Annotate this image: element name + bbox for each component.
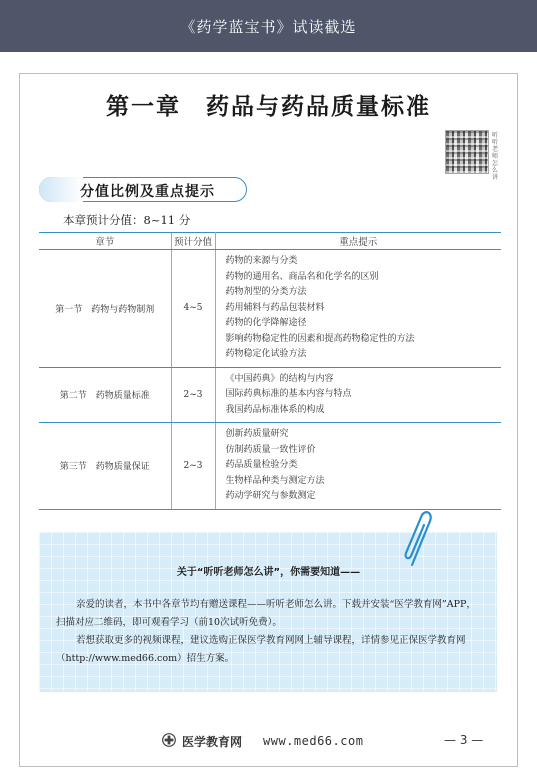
point-item: 仿制药质量一致性评价	[225, 444, 316, 455]
point-item: 药物的化学降解途径	[225, 318, 307, 328]
point-item: 药物稳定化试验方法	[225, 349, 307, 359]
row-section: 第三节 药物质量保证	[39, 423, 171, 510]
row-score: 2~3	[171, 423, 215, 510]
table-row	[39, 423, 501, 510]
row-score: 2~3	[171, 367, 215, 423]
footer-url: www.med66.com	[263, 734, 364, 748]
point-item: 药物的来源与分类	[225, 256, 298, 266]
row-section: 第二节 药物质量标准	[39, 367, 171, 423]
point-item: 药动学研究与参数测定	[225, 491, 316, 501]
row-points	[215, 250, 501, 368]
chapter-score-estimate: 本章预计分值：8~11 分	[63, 213, 191, 227]
med66-logo-icon	[162, 733, 176, 747]
qr-code-icon	[445, 130, 489, 174]
row-score: 4~5	[171, 250, 215, 368]
point-item: 创新药质量研究	[225, 429, 289, 439]
table-row	[39, 367, 501, 423]
point-item: 影响药物稳定性的因素和提高药物稳定性的方法	[225, 333, 415, 344]
header-section: 章节	[39, 233, 171, 250]
point-item: 药用辅料与药品包装材料	[225, 302, 325, 313]
point-item: 生物样品种类与测定方法	[225, 475, 325, 486]
row-section: 第一节 药物与药物制剂	[39, 250, 171, 368]
point-item: 药品质量检验分类	[225, 460, 298, 470]
score-table	[39, 232, 501, 510]
section-title: 分值比例及重点提示	[80, 184, 215, 200]
header-points: 重点提示	[215, 233, 501, 250]
paperclip-icon	[398, 507, 438, 569]
swoosh-decoration-icon	[39, 177, 83, 202]
notice-paragraph-1: 亲爱的读者，本书中各章节均有赠送课程——听听老师怎么讲。下载并安装“医学教育网”APP，扫描对应二维码，即可观看学习（前10次试听免费）。	[56, 599, 476, 628]
footer-site-name: 医学教育网	[182, 735, 243, 749]
point-item: 我国药品标准体系的构成	[225, 404, 325, 415]
row-points	[215, 367, 501, 423]
notice-paragraph-2: 若想获取更多的视频课程，建议选购正保医学教育网网上辅导课程，详情参见正保医学教育网（http://www.med66.com）招生方案。	[56, 635, 466, 664]
point-item: 国际药典标准的基本内容与特点	[225, 389, 352, 399]
chapter-title: 第一章 药品与药品质量标准	[106, 93, 431, 120]
table-row	[39, 250, 501, 368]
point-item: 药物的通用名、商品名和化学名的区别	[225, 271, 379, 282]
qr-caption: 听听老师怎么讲	[492, 132, 499, 181]
header-score: 预计分值	[171, 233, 215, 250]
table-header-row	[39, 233, 501, 250]
notice-title: 关于“听听老师怎么讲”，你需要知道——	[176, 567, 361, 578]
point-item: 药物剂型的分类方法	[225, 287, 307, 297]
top-banner	[0, 0, 537, 52]
row-points	[215, 423, 501, 510]
page-number: — 3 —	[444, 733, 484, 747]
point-item: 《中国药典》的结构与内容	[225, 373, 334, 384]
banner-title: 《药学蓝宝书》试读截选	[180, 17, 357, 36]
